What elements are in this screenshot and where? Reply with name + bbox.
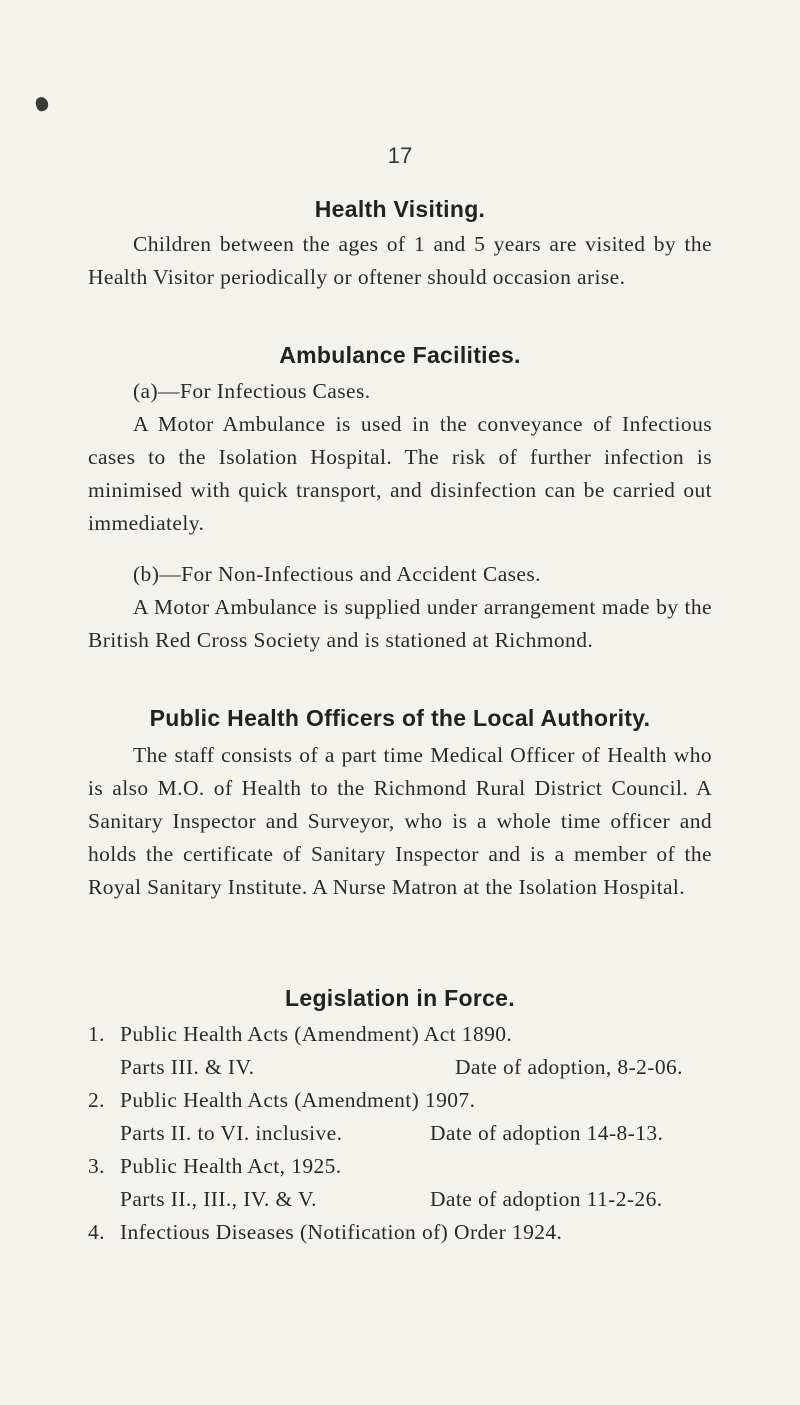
heading-ambulance-facilities: Ambulance Facilities. [279, 342, 521, 368]
heading-public-health-officers: Public Health Officers of the Local Authority. [149, 705, 651, 731]
paragraph-health-visiting [88, 228, 712, 294]
legislation-list [88, 1018, 728, 1249]
ambulance-b-text: A Motor Ambulance is supplied under arrangement made by the British Red Cross Society and is stationed at Richmond. [88, 595, 712, 652]
list-item-adoption: Date of adoption 11-2-26. [430, 1187, 663, 1211]
list-item-parts: Parts III. & IV. [120, 1055, 255, 1079]
heading-legislation: Legislation in Force. [285, 985, 515, 1011]
list-item-title: Infectious Diseases (Notification of) Order 1924. [120, 1220, 563, 1244]
list-item [88, 1150, 728, 1216]
list-item-title: Public Health Acts (Amendment) 1907. [120, 1088, 476, 1112]
list-item-number: 1. [88, 1022, 105, 1046]
list-item-adoption: Date of adoption 14-8-13. [430, 1121, 664, 1145]
paragraph-ambulance-b [88, 591, 712, 657]
officers-text: The staff consists of a part time Medical Officer of Health who is also M.O. of Health to the Richmond Rural District Council. A Sanitary Inspector and Surveyor, who is a whole time officer and holds the certificate of Sanitary Inspector and is a member of the Royal Sanitary Institute. A Nurse Matron at the Isolation Hospital. [88, 743, 712, 899]
paragraph-ambulance-a [88, 408, 712, 540]
ambulance-b-label: (b)—For Non-Infectious and Accident Cases. [133, 562, 541, 586]
heading-health-visiting: Health Visiting. [314, 196, 486, 222]
list-item-adoption: Date of adoption, 8-2-06. [455, 1055, 683, 1079]
list-item-title: Public Health Act, 1925. [120, 1154, 342, 1178]
health-visiting-text: Children between the ages of 1 and 5 years are visited by the Health Visitor periodically or oftener should occasion arise. [88, 232, 712, 289]
ambulance-a-text: A Motor Ambulance is used in the conveyance of Infectious cases to the Isolation Hospital. The risk of further infection is minimised with quick transport, and disinfection can be carried out immediately. [88, 412, 712, 535]
list-item-parts: Parts II. to VI. inclusive. [120, 1121, 343, 1145]
list-item-parts: Parts II., III., IV. & V. [120, 1187, 317, 1211]
list-item [88, 1084, 728, 1150]
ambulance-a-label: (a)—For Infectious Cases. [133, 379, 371, 403]
ink-blot-mark [34, 96, 49, 113]
page-number: 17 [387, 143, 413, 168]
list-item [88, 1216, 728, 1249]
list-item-title: Public Health Acts (Amendment) Act 1890. [120, 1022, 513, 1046]
list-item-number: 2. [88, 1088, 105, 1112]
list-item [88, 1018, 728, 1084]
list-item-number: 4. [88, 1220, 105, 1244]
paragraph-officers [88, 739, 712, 904]
list-item-number: 3. [88, 1154, 105, 1178]
